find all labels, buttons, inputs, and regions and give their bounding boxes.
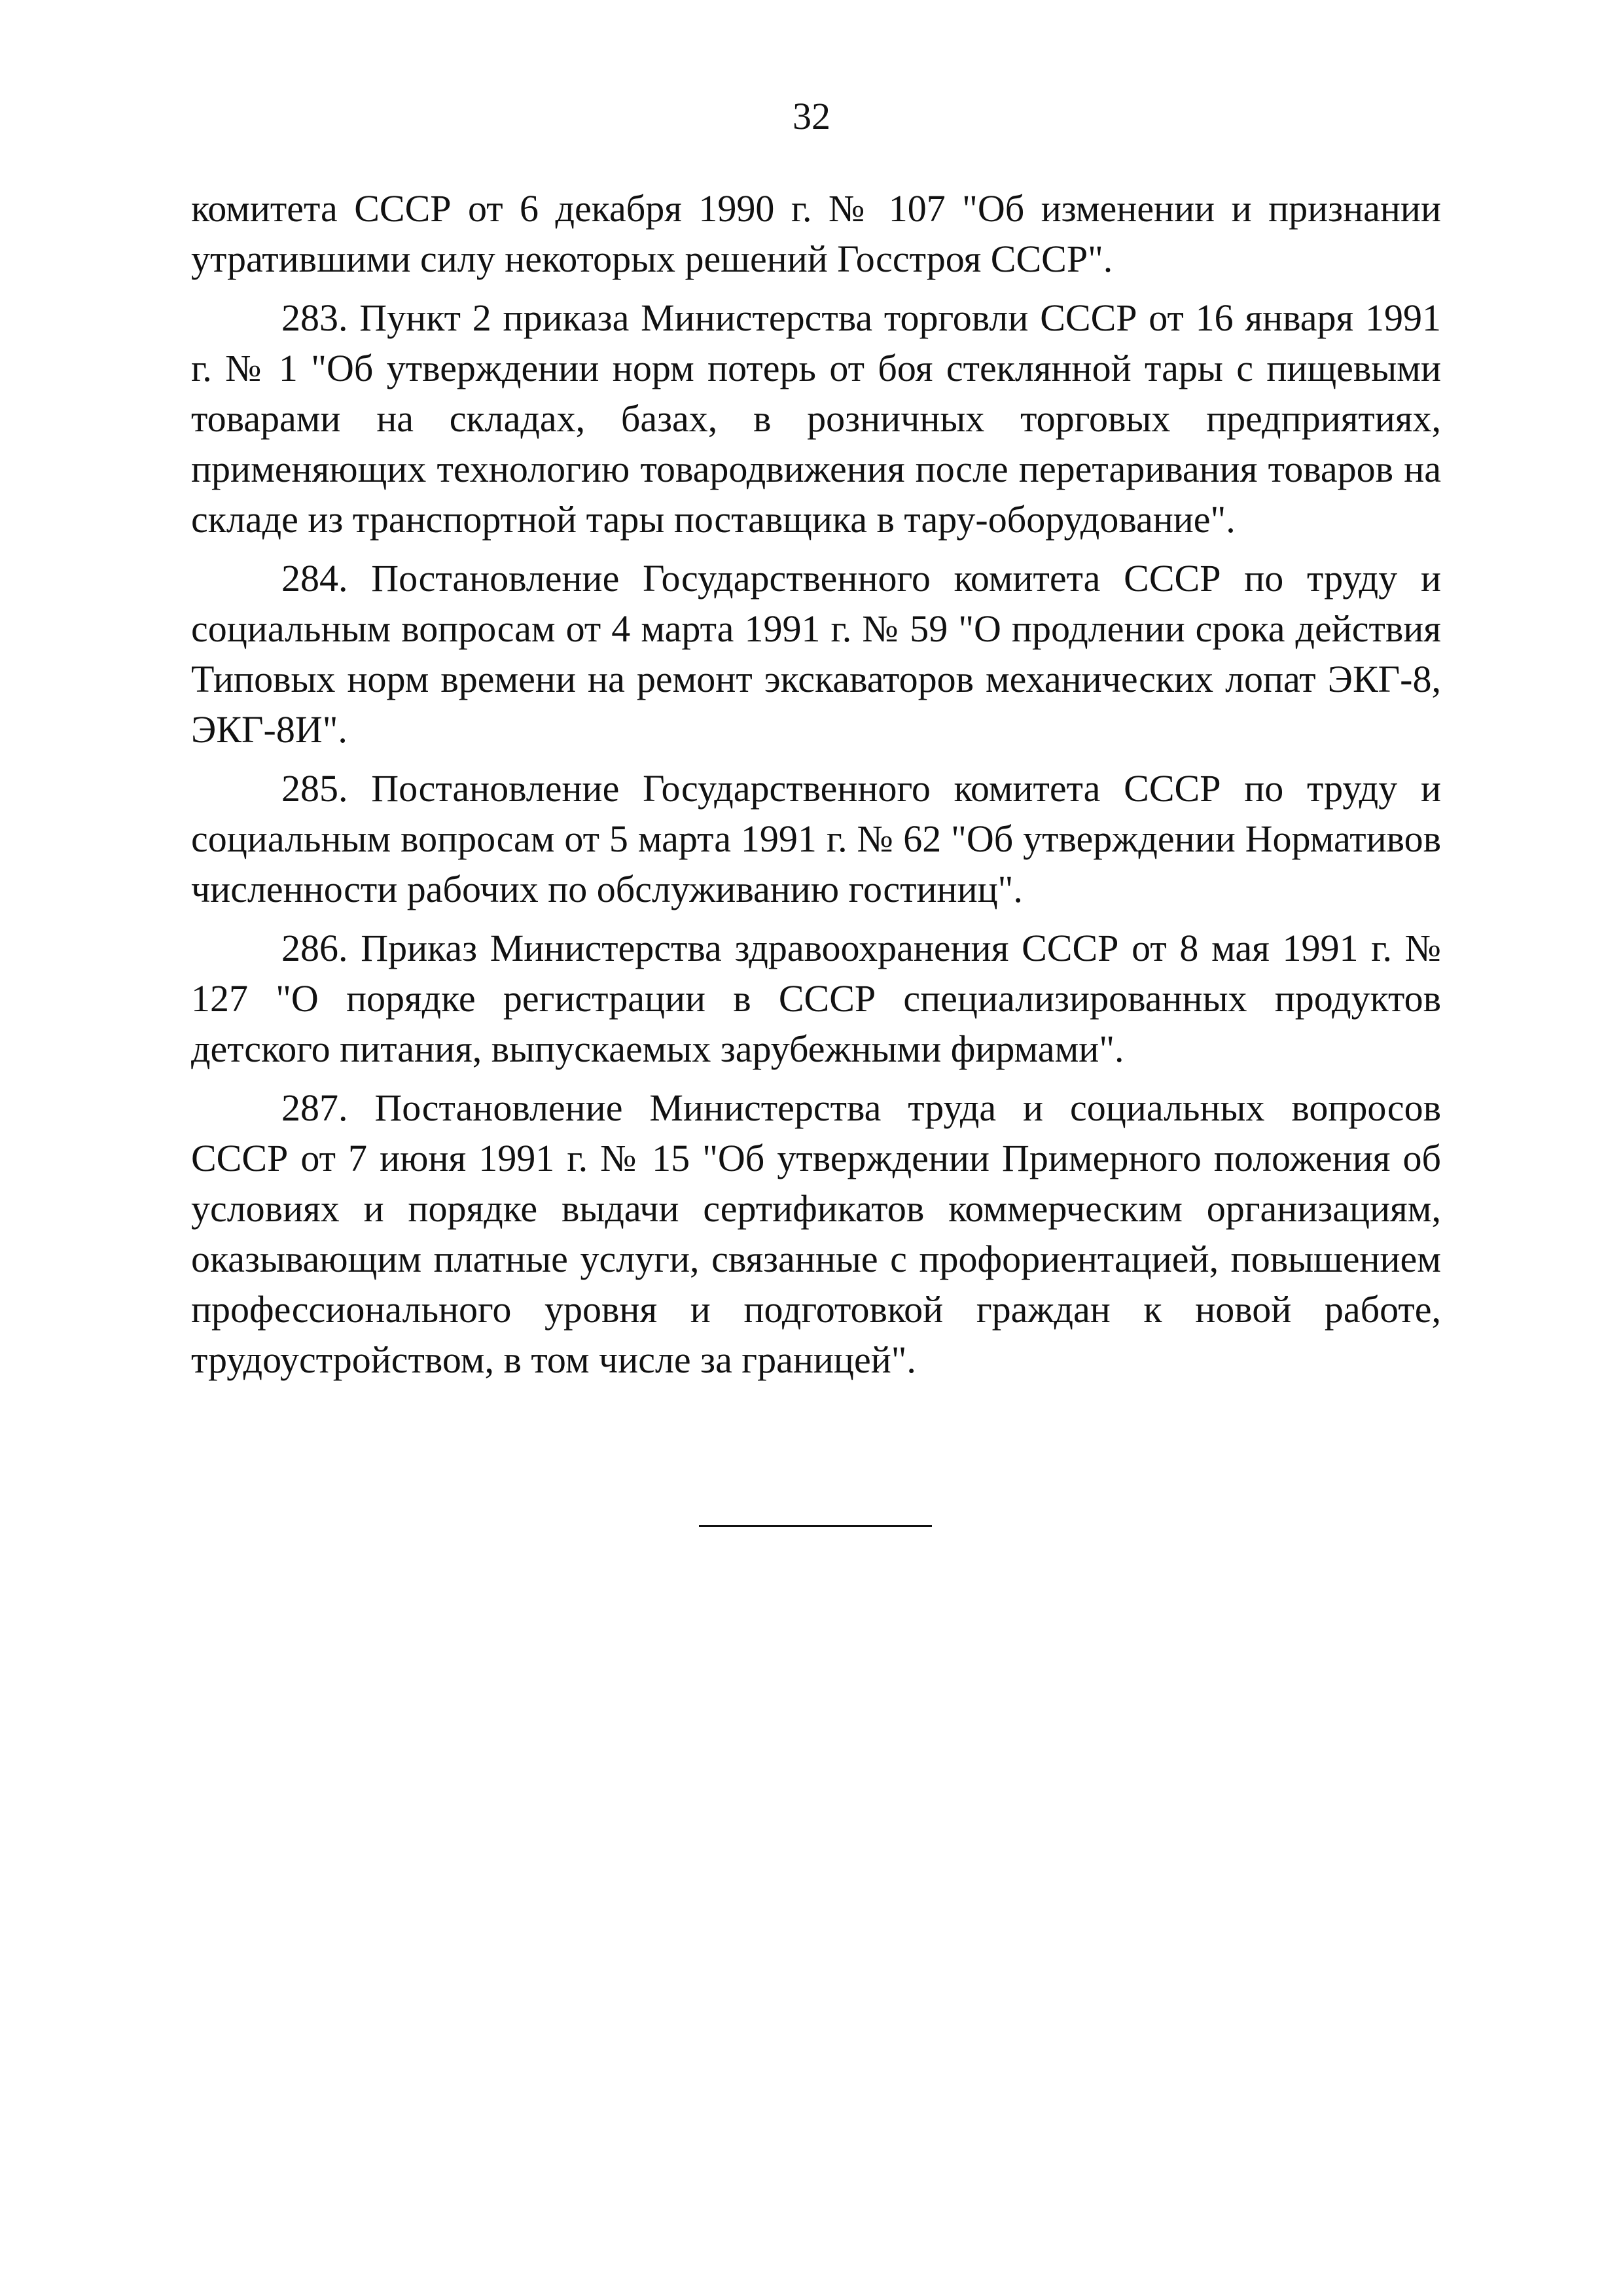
paragraph-item-286: 286. Приказ Министерства здравоохранения СССР от 8 мая 1991 г. № 127 "О порядке регистрации в СССР специализированных продуктов детского питания, выпускаемых зарубежными фирмами". [191,927,1441,1070]
page-number: 32 [793,95,830,137]
document-body [191,183,1441,1393]
paragraph-item-283: 283. Пункт 2 приказа Министерства торговли СССР от 16 января 1991 г. № 1 "Об утверждении норм потерь от боя стеклянной тары с пищевыми товарами на складах, базах, в розничных торговых предприятиях, применяющих технологию товародвижения после перетаривания товаров на складе из транспортной тары поставщика в тару-оборудование". [191,296,1441,541]
paragraph-continuation: комитета СССР от 6 декабря 1990 г. № 107 "Об изменении и признании утратившими силу некоторых решений Госстроя СССР". [191,187,1441,280]
paragraph-item-284: 284. Постановление Государственного комитета СССР по труду и социальным вопросам от 4 марта 1991 г. № 59 "О продлении срока действия Типовых норм времени на ремонт экскаваторов механических лопат ЭКГ-8, ЭКГ-8И". [191,557,1441,751]
end-divider [699,1525,932,1527]
paragraph-item-287: 287. Постановление Министерства труда и социальных вопросов СССР от 7 июня 1991 г. № 15 "Об утверждении Примерного положения об условиях и порядке выдачи сертификатов коммерческим организациям, оказывающим платные услуги, связанные с профориентацией, повышением профессионального уровня и подготовкой граждан к новой работе, трудоустройством, в том числе за границей". [191,1086,1441,1381]
paragraph-item-285: 285. Постановление Государственного комитета СССР по труду и социальным вопросам от 5 марта 1991 г. № 62 "Об утверждении Нормативов численности рабочих по обслуживанию гостиниц". [191,767,1441,910]
